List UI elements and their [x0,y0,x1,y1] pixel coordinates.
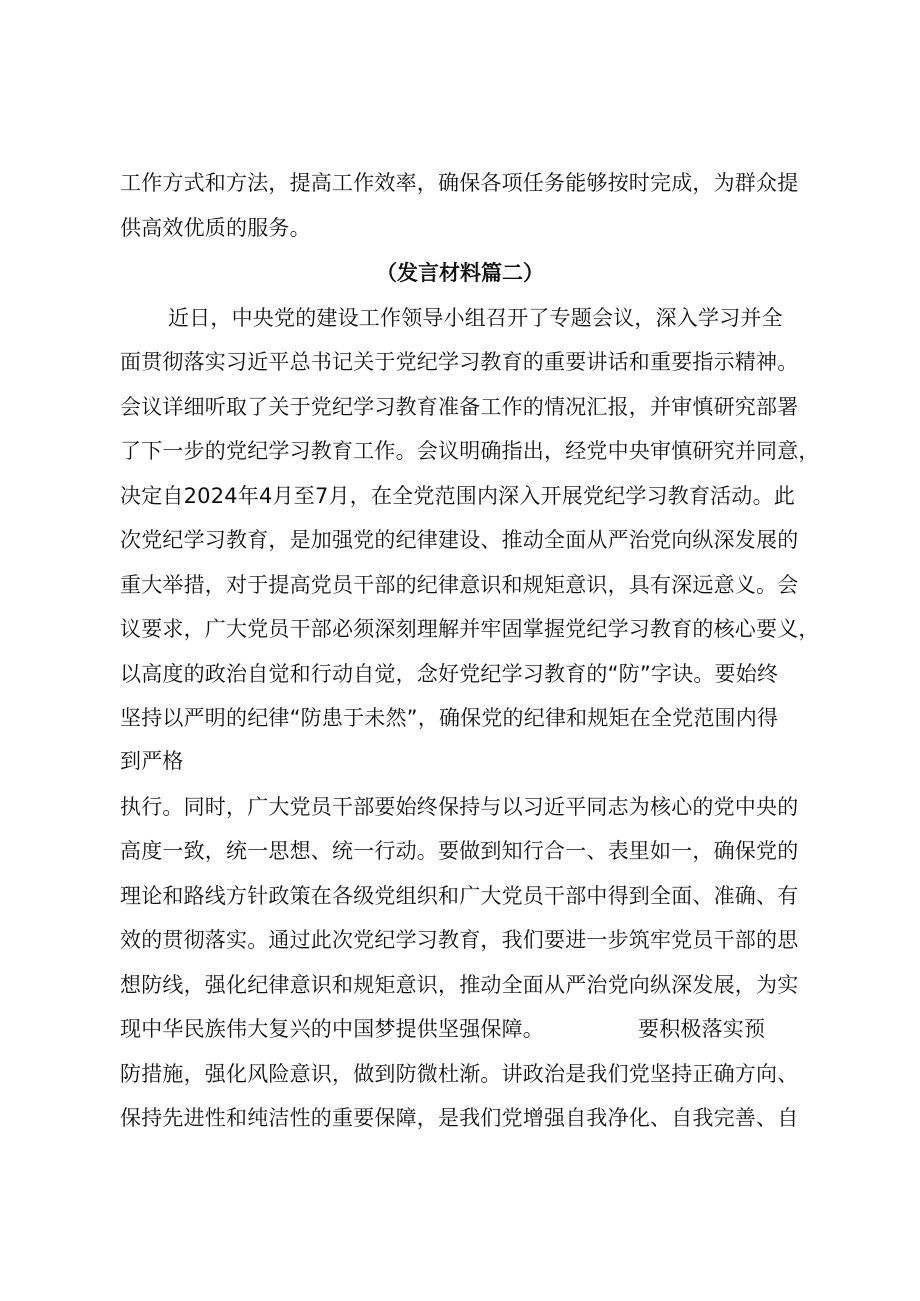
text-line: 效的贯彻落实。通过此次党纪学习教育，我们要进一步筑牢党员干部的思 [120,928,799,952]
text-line: 高度一致，统一思想、统一行动。要做到知行合一、表里如一，确保党的 [120,839,799,863]
text-line: 会议详细听取了关于党纪学习教育准备工作的情况汇报，并审慎研究部署 [120,395,799,419]
text-line: 保持先进性和纯洁性的重要保障，是我们党增强自我净化、自我完善、自 [120,1106,799,1130]
paragraph-first-line: 近日，中央党的建设工作领导小组召开了专题会议，深入学习并全 [168,306,783,330]
text-line: 重大举措，对于提高党员干部的纪律意识和规矩意识，具有深远意义。会 [120,573,799,597]
text-line: 次党纪学习教育，是加强党的纪律建设、推动全面从严治党向纵深发展的 [120,528,799,552]
section-title: （发言材料篇二） [376,261,544,285]
text-line: 到严格 [120,749,184,773]
text-line: 现中华民族伟大复兴的中国梦提供坚强保障。 [120,1017,544,1041]
text-line: 工作方式和方法，提高工作效率，确保各项任务能够按时完成，为群众提 [120,171,799,195]
text-line: 防措施，强化风险意识，做到防微杜渐。讲政治是我们党坚持正确方向、 [120,1062,799,1086]
text-line: 坚持以严明的纪律“防患于未然”，确保党的纪律和规矩在全党范围内得 [120,706,779,730]
text-line: 执行。同时，广大党员干部要始终保持与以习近平同志为核心的党中央的 [120,795,799,819]
text-line: 理论和路线方针政策在各级党组织和广大党员干部中得到全面、准确、有 [120,884,799,908]
text-line: 决定自2024年4月至7月，在全党范围内深入开展党纪学习教育活动。此 [120,484,795,508]
text-line: 面贯彻落实习近平总书记关于党纪学习教育的重要讲话和重要指示精神。 [120,350,799,374]
text-line: 了下一步的党纪学习教育工作。会议明确指出，经党中央审慎研究并同意， [120,439,820,463]
text-line: 要积极落实预 [638,1017,766,1041]
text-line: 以高度的政治自觉和行动自觉，念好党纪学习教育的“防”字诀。要始终 [120,662,779,686]
text-line: 想防线，强化纪律意识和规矩意识，推动全面从严治党向纵深发展，为实 [120,973,799,997]
text-line: 供高效优质的服务。 [120,216,311,240]
text-line: 议要求，广大党员干部必须深刻理解并牢固掌握党纪学习教育的核心要义， [120,617,820,641]
